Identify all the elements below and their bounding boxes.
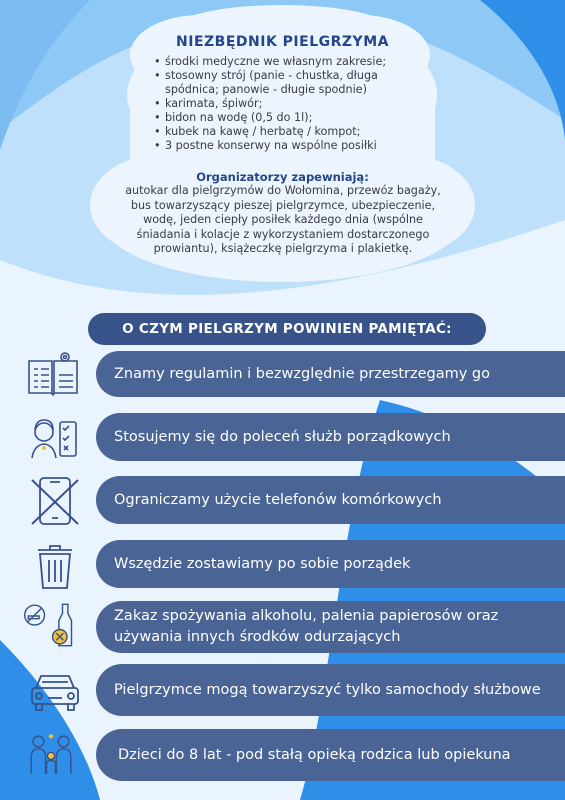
list-item: • środki medyczne we własnym zakresie; — [152, 55, 432, 69]
family-icon — [24, 728, 78, 782]
no-smoking-alcohol-icon — [22, 598, 76, 652]
rule-text: Wszędzie zostawiamy po sobie porządek — [114, 555, 411, 572]
rule-text: Ograniczamy użycie telefonów komórkowych — [114, 491, 442, 508]
list-item: • kubek na kawę / herbatę / kompot; — [152, 125, 432, 139]
rule-substances — [96, 601, 565, 653]
rule-children — [96, 729, 565, 781]
remember-heading: O CZYM PIELGRZYM POWINIEN PAMIĘTAĆ: — [88, 313, 486, 345]
staff-checklist-icon — [26, 412, 80, 466]
rule-cars — [96, 664, 565, 716]
rule-phones — [96, 476, 565, 524]
rule-staff — [96, 413, 565, 461]
kit-list — [152, 55, 432, 153]
rule-text: Stosujemy się do poleceń służb porządkowych — [114, 428, 451, 445]
rule-text: Dzieci do 8 lat - pod stałą opieką rodzica lub opiekuna — [118, 746, 511, 763]
regulations-book-icon — [26, 347, 80, 401]
list-item: • karimata, śpiwór; — [152, 97, 432, 111]
trash-bin-icon — [28, 538, 82, 592]
organizers-title: Organizatorzy zapewniają: — [196, 170, 369, 184]
rule-text: Pielgrzymce mogą towarzyszyć tylko samochody służbowe — [114, 681, 541, 698]
list-item: • stosowny strój (panie - chustka, długa spódnica; panowie - długie spodnie) — [152, 69, 432, 97]
list-item: • bidon na wodę (0,5 do 1l); — [152, 111, 432, 125]
rule-text: Znamy regulamin i bezwzględnie przestrzegamy go — [114, 365, 491, 382]
organizers-text: autokar dla pielgrzymów do Wołomina, przewóz bagaży, bus towarzyszący pieszej pielgrzymce, ubezpieczenie, wodę, jeden ciepły posiłek każdego dnia (wspólne śniadania i kolacje z wykorzystaniem dostarczonego prowiantu), książeczkę pielgrzyma i plakietkę. — [125, 184, 441, 255]
car-icon — [28, 664, 82, 718]
kit-title: NIEZBĘDNIK PIELGRZYMA — [176, 34, 389, 50]
rule-regulations — [96, 351, 565, 397]
rule-text: Zakaz spożywania alkoholu, palenia papierosów oraz używania innych środków odurzających — [114, 608, 499, 645]
rule-cleanliness — [96, 540, 565, 588]
list-item: • 3 postne konserwy na wspólne posiłki — [152, 139, 432, 153]
no-phone-icon — [28, 474, 82, 528]
